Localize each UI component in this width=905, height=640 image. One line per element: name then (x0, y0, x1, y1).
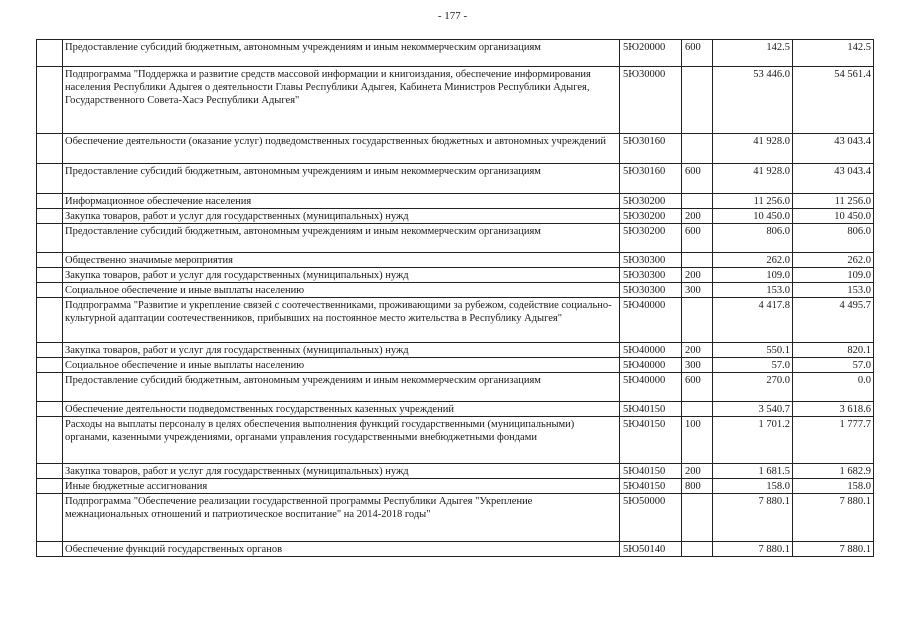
table-row (37, 164, 874, 194)
row-expense-type (682, 253, 713, 268)
row-expense-type (682, 542, 713, 557)
blank-cell (37, 268, 63, 283)
row-sum-2: 820.1 (793, 343, 874, 358)
blank-cell (37, 343, 63, 358)
blank-cell (37, 209, 63, 224)
blank-cell (37, 479, 63, 494)
table-row (37, 283, 874, 298)
row-name: Подпрограмма "Обеспечение реализации государственной программы Республики Адыгея "Укрепление межнациональных отношений и патриотическое воспитание" на 2014-2018 годы" (63, 494, 620, 542)
row-code: 5Ю30300 (620, 268, 682, 283)
row-sum-1: 53 446.0 (713, 67, 793, 134)
table-row (37, 373, 874, 402)
blank-cell (37, 40, 63, 67)
row-code: 5Ю40150 (620, 417, 682, 464)
row-code: 5Ю50140 (620, 542, 682, 557)
row-sum-2: 158.0 (793, 479, 874, 494)
row-sum-1: 153.0 (713, 283, 793, 298)
row-name: Обеспечение деятельности подведомственных государственных казенных учреждений (63, 402, 620, 417)
table-row (37, 209, 874, 224)
row-name: Обеспечение деятельности (оказание услуг) подведомственных государственных бюджетных и автономных учреждений (63, 134, 620, 164)
row-name: Обеспечение функций государственных органов (63, 542, 620, 557)
blank-cell (37, 253, 63, 268)
row-sum-1: 7 880.1 (713, 542, 793, 557)
row-name: Закупка товаров, работ и услуг для государственных (муниципальных) нужд (63, 268, 620, 283)
table-row (37, 298, 874, 343)
row-expense-type (682, 402, 713, 417)
blank-cell (37, 358, 63, 373)
row-sum-1: 1 701.2 (713, 417, 793, 464)
row-sum-2: 57.0 (793, 358, 874, 373)
row-name: Предоставление субсидий бюджетным, автономным учреждениям и иным некоммерческим организациям (63, 224, 620, 253)
blank-cell (37, 134, 63, 164)
row-name: Закупка товаров, работ и услуг для государственных (муниципальных) нужд (63, 464, 620, 479)
row-sum-2: 10 450.0 (793, 209, 874, 224)
row-name: Социальное обеспечение и иные выплаты населению (63, 358, 620, 373)
table-row (37, 268, 874, 283)
blank-cell (37, 542, 63, 557)
row-name: Предоставление субсидий бюджетным, автономным учреждениям и иным некоммерческим организациям (63, 373, 620, 402)
row-name: Информационное обеспечение населения (63, 194, 620, 209)
row-code: 5Ю40000 (620, 373, 682, 402)
table-row (37, 194, 874, 209)
row-code: 5Ю30300 (620, 283, 682, 298)
row-code: 5Ю30300 (620, 253, 682, 268)
row-code: 5Ю30160 (620, 164, 682, 194)
row-code: 5Ю40000 (620, 343, 682, 358)
row-name: Расходы на выплаты персоналу в целях обеспечения выполнения функций государственными (муниципальными) органами, казенными учреждениями, органами управления государственными внебюджетными фондами (63, 417, 620, 464)
row-expense-type: 600 (682, 373, 713, 402)
row-sum-1: 10 450.0 (713, 209, 793, 224)
row-name: Закупка товаров, работ и услуг для государственных (муниципальных) нужд (63, 209, 620, 224)
row-code: 5Ю50000 (620, 494, 682, 542)
row-code: 5Ю30200 (620, 194, 682, 209)
row-sum-1: 11 256.0 (713, 194, 793, 209)
row-expense-type: 100 (682, 417, 713, 464)
page-number: - 177 - (437, 10, 468, 22)
table-row (37, 417, 874, 464)
row-sum-1: 262.0 (713, 253, 793, 268)
row-expense-type (682, 134, 713, 164)
blank-cell (37, 224, 63, 253)
budget-table (36, 39, 874, 557)
table-row (37, 402, 874, 417)
row-code: 5Ю30200 (620, 224, 682, 253)
blank-cell (37, 298, 63, 343)
blank-cell (37, 194, 63, 209)
row-sum-2: 142.5 (793, 40, 874, 67)
row-name: Подпрограмма "Поддержка и развитие средств массовой информации и книгоиздания, обеспечение информирования населения Республики Адыгея о деятельности Главы Республики Адыгея, Кабинета Министров Республики Адыгея, Государственного Совета-Хасэ Республики Адыгея" (63, 67, 620, 134)
row-sum-2: 109.0 (793, 268, 874, 283)
blank-cell (37, 67, 63, 134)
row-sum-2: 1 777.7 (793, 417, 874, 464)
row-expense-type: 300 (682, 283, 713, 298)
row-code: 5Ю30200 (620, 209, 682, 224)
row-code: 5Ю30160 (620, 134, 682, 164)
row-expense-type: 300 (682, 358, 713, 373)
row-expense-type (682, 494, 713, 542)
row-sum-1: 270.0 (713, 373, 793, 402)
row-sum-2: 153.0 (793, 283, 874, 298)
row-sum-2: 7 880.1 (793, 494, 874, 542)
row-sum-1: 7 880.1 (713, 494, 793, 542)
row-sum-2: 43 043.4 (793, 164, 874, 194)
row-sum-2: 806.0 (793, 224, 874, 253)
row-sum-1: 4 417.8 (713, 298, 793, 343)
row-sum-2: 3 618.6 (793, 402, 874, 417)
row-expense-type: 800 (682, 479, 713, 494)
row-sum-1: 550.1 (713, 343, 793, 358)
row-sum-2: 43 043.4 (793, 134, 874, 164)
table-row (37, 542, 874, 557)
row-sum-1: 109.0 (713, 268, 793, 283)
row-code: 5Ю20000 (620, 40, 682, 67)
blank-cell (37, 417, 63, 464)
row-expense-type: 200 (682, 268, 713, 283)
row-name: Иные бюджетные ассигнования (63, 479, 620, 494)
row-sum-1: 158.0 (713, 479, 793, 494)
row-code: 5Ю40000 (620, 358, 682, 373)
row-sum-1: 1 681.5 (713, 464, 793, 479)
row-expense-type: 200 (682, 464, 713, 479)
table-row (37, 40, 874, 67)
row-expense-type: 200 (682, 343, 713, 358)
row-sum-2: 54 561.4 (793, 67, 874, 134)
row-expense-type (682, 67, 713, 134)
row-sum-1: 41 928.0 (713, 164, 793, 194)
row-sum-2: 11 256.0 (793, 194, 874, 209)
row-sum-2: 1 682.9 (793, 464, 874, 479)
row-sum-2: 262.0 (793, 253, 874, 268)
row-expense-type: 600 (682, 164, 713, 194)
table-row (37, 343, 874, 358)
table-row (37, 464, 874, 479)
row-code: 5Ю40000 (620, 298, 682, 343)
blank-cell (37, 373, 63, 402)
row-code: 5Ю40150 (620, 464, 682, 479)
budget-table-body (37, 40, 874, 557)
row-expense-type: 600 (682, 224, 713, 253)
row-sum-2: 4 495.7 (793, 298, 874, 343)
table-row (37, 479, 874, 494)
table-row (37, 494, 874, 542)
row-name: Предоставление субсидий бюджетным, автономным учреждениям и иным некоммерческим организациям (63, 164, 620, 194)
table-row (37, 224, 874, 253)
table-row (37, 67, 874, 134)
row-sum-1: 806.0 (713, 224, 793, 253)
row-name: Закупка товаров, работ и услуг для государственных (муниципальных) нужд (63, 343, 620, 358)
table-row (37, 134, 874, 164)
row-sum-1: 142.5 (713, 40, 793, 67)
row-name: Предоставление субсидий бюджетным, автономным учреждениям и иным некоммерческим организациям (63, 40, 620, 67)
row-code: 5Ю30000 (620, 67, 682, 134)
row-expense-type: 600 (682, 40, 713, 67)
row-sum-1: 3 540.7 (713, 402, 793, 417)
blank-cell (37, 464, 63, 479)
row-sum-2: 7 880.1 (793, 542, 874, 557)
row-sum-1: 41 928.0 (713, 134, 793, 164)
blank-cell (37, 164, 63, 194)
blank-cell (37, 283, 63, 298)
row-code: 5Ю40150 (620, 402, 682, 417)
blank-cell (37, 494, 63, 542)
row-expense-type (682, 194, 713, 209)
row-name: Общественно значимые мероприятия (63, 253, 620, 268)
table-row (37, 358, 874, 373)
row-expense-type (682, 298, 713, 343)
row-sum-1: 57.0 (713, 358, 793, 373)
row-name: Социальное обеспечение и иные выплаты населению (63, 283, 620, 298)
row-code: 5Ю40150 (620, 479, 682, 494)
row-name: Подпрограмма "Развитие и укрепление связей с соотечественниками, проживающими за рубежом, содействие социально-культурной адаптации соотечественников, прибывших на постоянное место жительства в Республику Адыгея" (63, 298, 620, 343)
row-expense-type: 200 (682, 209, 713, 224)
blank-cell (37, 402, 63, 417)
table-row (37, 253, 874, 268)
row-sum-2: 0.0 (793, 373, 874, 402)
